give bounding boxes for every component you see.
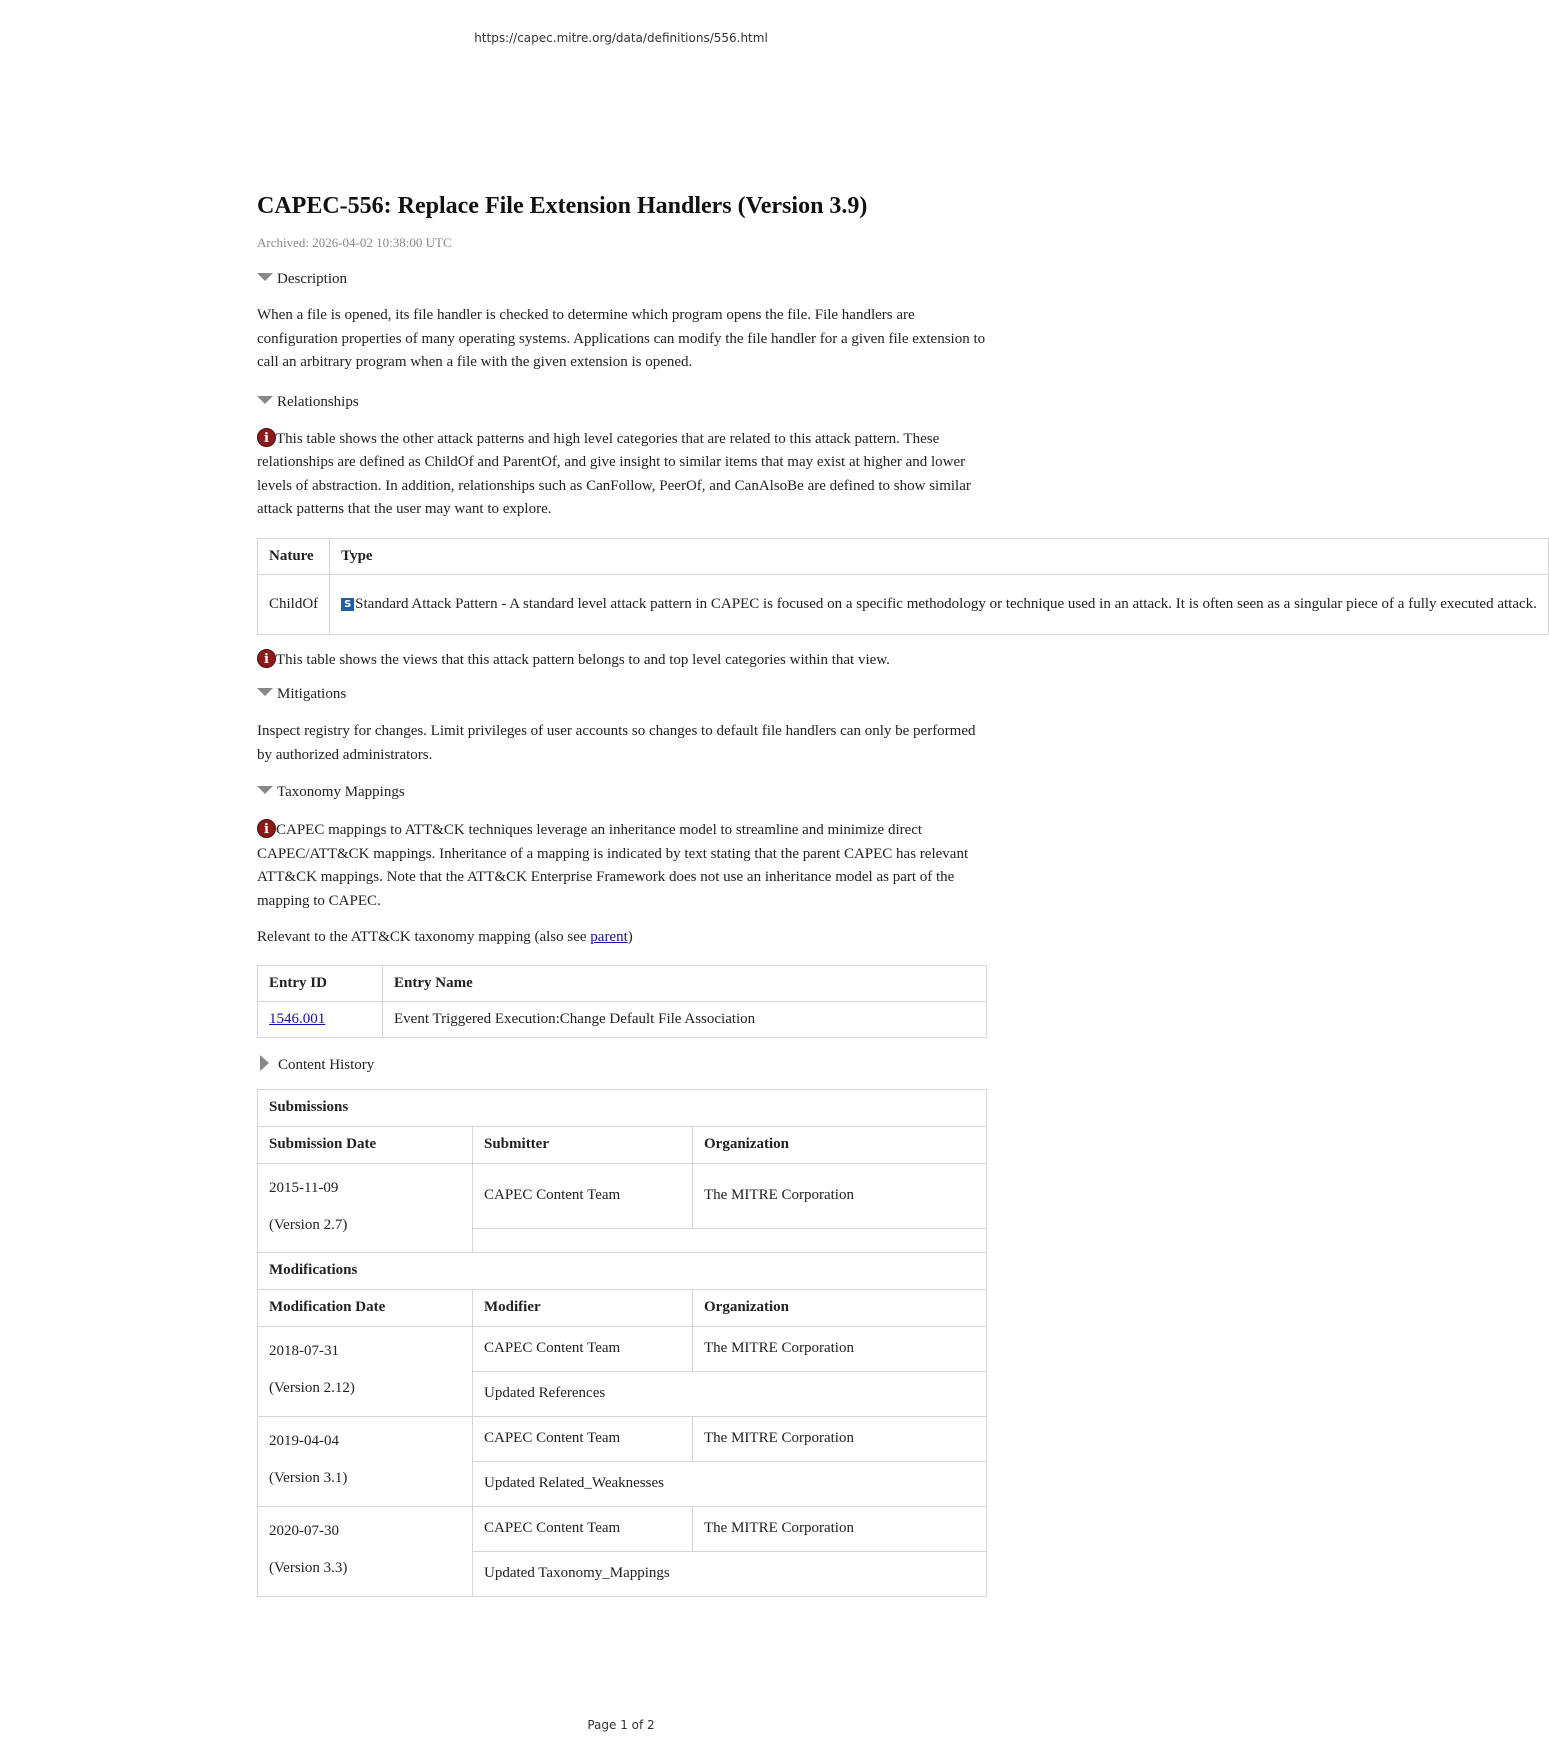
- description-heading: Description: [277, 271, 347, 287]
- collapse-triangle-icon: [257, 786, 273, 794]
- type-cell: [330, 574, 1549, 634]
- entry-name-cell: Event Triggered Execution:Change Default File Association: [383, 1001, 987, 1037]
- history-table: [257, 1089, 987, 1597]
- submitter-cell: CAPEC Content Team: [473, 1163, 693, 1228]
- modification-date-cell: [258, 1416, 473, 1506]
- column-header-submission-date: Submission Date: [258, 1126, 473, 1163]
- organization-cell: The MITRE Corporation: [693, 1416, 987, 1461]
- organization-cell: The MITRE Corporation: [693, 1326, 987, 1371]
- info-icon: i: [257, 819, 276, 838]
- column-header-type: Type: [330, 538, 1549, 574]
- submissions-label: Submissions: [258, 1089, 987, 1126]
- main-content: [257, 188, 1537, 1597]
- history-heading: Content History: [278, 1056, 375, 1073]
- relevant-suffix: ): [627, 929, 633, 945]
- relationships-heading: Relationships: [277, 393, 359, 410]
- modification-date: 2018-07-31: [269, 1342, 339, 1359]
- taxonomy-heading: Taxonomy Mappings: [277, 784, 405, 800]
- taxonomy-note-text: CAPEC mappings to ATT&CK techniques leverage an inheritance model to streamline and minimize direct CAPEC/ATT&CK mappings. Inheritance of a mapping is indicated by text stating that the parent CAPEC has relevant ATT&CK mappings. Note that the ATT&CK Enterprise Framework does not use an inheritance model as part of the mapping to CAPEC.: [257, 822, 969, 909]
- column-header-modifier: Modifier: [473, 1289, 693, 1326]
- page-number: Page 1 of 2: [587, 1718, 655, 1732]
- parent-link[interactable]: parent: [590, 929, 628, 945]
- info-icon: i: [257, 428, 276, 447]
- modification-comment: Updated References: [473, 1371, 987, 1416]
- column-header-entry-name: Entry Name: [383, 965, 987, 1001]
- organization-cell: The MITRE Corporation: [693, 1163, 987, 1228]
- description-header[interactable]: [257, 266, 987, 292]
- empty-cell: [473, 1228, 987, 1252]
- table-row: [258, 574, 1549, 634]
- column-header-entry-id: Entry ID: [258, 965, 383, 1001]
- expand-triangle-icon: [260, 1055, 269, 1071]
- relationships-header[interactable]: [257, 389, 987, 415]
- mitigations-text: Inspect registry for changes. Limit privileges of user accounts so changes to default file handlers can only be performed by authorized administrators.: [257, 723, 976, 763]
- table-row: [258, 1506, 987, 1551]
- submission-version: (Version 2.7): [269, 1216, 348, 1233]
- page-title: CAPEC-556: Replace File Extension Handlers (Version 3.9): [257, 193, 868, 219]
- modification-version: (Version 2.12): [269, 1379, 355, 1396]
- column-header-organization: Organization: [693, 1126, 987, 1163]
- modification-date: 2020-07-30: [269, 1522, 339, 1539]
- modifier-cell: CAPEC Content Team: [473, 1416, 693, 1461]
- modifier-cell: CAPEC Content Team: [473, 1506, 693, 1551]
- relationships-note-text: This table shows the other attack patterns and high level categories that are related to this attack pattern. These relationships are defined as ChildOf and ParentOf, and give insight to similar items that may exist at higher and lower levels of abstraction. In addition, relationships such as CanFollow, PeerOf, and CanAlsoBe are defined to show similar attack patterns that the user may want to explore.: [257, 430, 971, 517]
- modification-date-cell: [258, 1506, 473, 1596]
- taxonomy-note: [257, 819, 987, 913]
- modification-version: (Version 3.3): [269, 1559, 348, 1576]
- entry-id-cell: [258, 1001, 383, 1037]
- modification-comment: Updated Related_Weaknesses: [473, 1461, 987, 1506]
- taxonomy-table: [257, 965, 987, 1038]
- modification-comment: Updated Taxonomy_Mappings: [473, 1551, 987, 1596]
- table-row: [258, 1326, 987, 1371]
- submission-date: 2015-11-09: [269, 1179, 339, 1196]
- relationships-table: [257, 538, 1549, 635]
- relationships-table-wrapper: [257, 538, 1537, 636]
- views-note-text: This table shows the views that this attack pattern belongs to and top level categories within that view.: [276, 651, 890, 668]
- history-header[interactable]: [257, 1052, 987, 1078]
- column-header-submitter: Submitter: [473, 1126, 693, 1163]
- relationships-note: [257, 428, 987, 522]
- table-row: [258, 1416, 987, 1461]
- submission-date-cell: [258, 1163, 473, 1252]
- table-row: [258, 1001, 987, 1037]
- column-header-nature: Nature: [258, 538, 330, 574]
- relevant-prefix: Relevant to the ATT&CK taxonomy mapping (also see: [257, 929, 591, 945]
- type-text: Standard Attack Pattern - A standard level attack pattern in CAPEC is focused on a specific methodology or technique used in an attack. It is often seen as a singular piece of a fully executed attack.: [355, 595, 1537, 612]
- taxonomy-header[interactable]: [257, 779, 987, 805]
- modifications-label: Modifications: [258, 1252, 987, 1289]
- table-row: [258, 1163, 987, 1228]
- standard-pattern-icon: S: [341, 598, 354, 611]
- views-note: [257, 649, 987, 673]
- entry-id-link[interactable]: 1546.001: [269, 1010, 326, 1027]
- column-header-modification-date: Modification Date: [258, 1289, 473, 1326]
- info-icon: i: [257, 649, 276, 668]
- modification-date-cell: [258, 1326, 473, 1416]
- column-header-organization: Organization: [693, 1289, 987, 1326]
- modifier-cell: CAPEC Content Team: [473, 1326, 693, 1371]
- nature-cell: ChildOf: [258, 574, 330, 634]
- modification-version: (Version 3.1): [269, 1469, 348, 1486]
- mitigations-heading: Mitigations: [277, 686, 347, 702]
- organization-cell: The MITRE Corporation: [693, 1506, 987, 1551]
- taxonomy-relevant: [257, 926, 987, 950]
- page-url: https://capec.mitre.org/data/definitions/556.html: [474, 31, 768, 45]
- collapse-triangle-icon: [257, 273, 273, 281]
- mitigations-header[interactable]: [257, 681, 987, 707]
- collapse-triangle-icon: [257, 688, 273, 696]
- archived-timestamp: Archived: 2026-04-02 10:38:00 UTC: [257, 235, 452, 250]
- description-text: When a file is opened, its file handler is checked to determine which program opens the file. File handlers are configuration properties of many operating systems. Applications can modify the file handler for a given file extension to call an arbitrary program when a file with the given extension is opened.: [257, 307, 986, 370]
- collapse-triangle-icon: [257, 396, 273, 404]
- modification-date: 2019-04-04: [269, 1432, 339, 1449]
